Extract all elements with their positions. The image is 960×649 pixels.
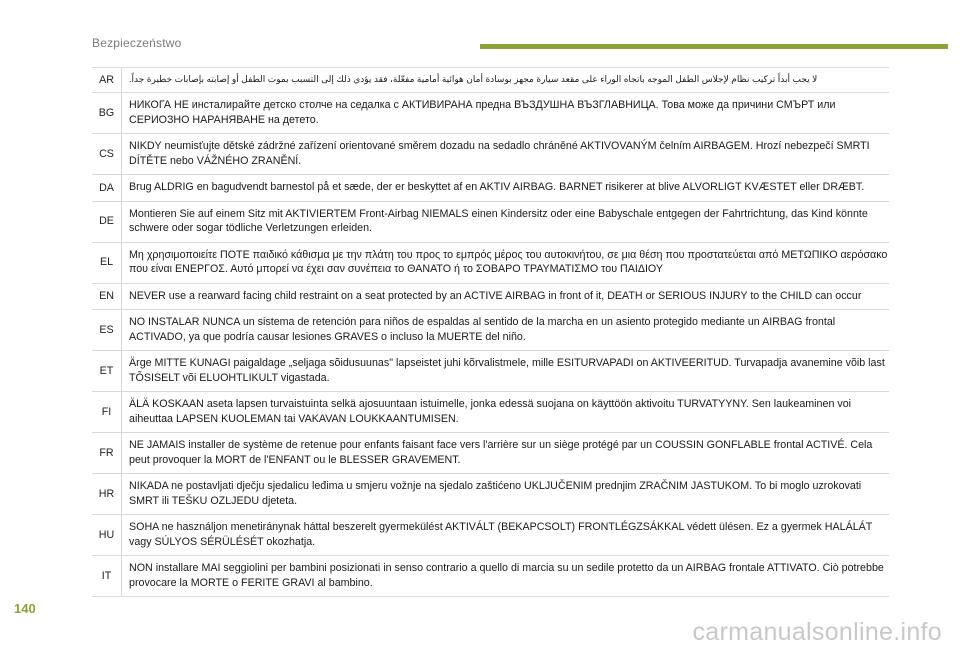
warning-text: НИКОГА НЕ инсталирайте детско столче на седалка с АКТИВИРАНА предна ВЪЗДУШНА ВЪЗГЛАВНИЦА. Това може да причини СМЪРТ или СЕРИОЗНО НАРАНЯВАНЕ на детето. [122,93,890,134]
language-code: CS [92,134,122,175]
table-row [92,242,889,283]
warning-text: SOHA ne használjon menetiránynak háttal beszerelt gyermekülést AKTIVÁLT (BEKAPCSOLT) FRONTLÉGZSÁKKAL védett ülésen. Ez a gyermek HALÁLÁT vagy SÚLYOS SÉRÜLÉSÉT okozhatja. [122,515,890,556]
table-row [92,93,889,134]
table-row [92,175,889,202]
table-row [92,515,889,556]
language-code: DA [92,175,122,202]
table-row [92,134,889,175]
warning-text: لا يجب أبداً تركيب نظام لإجلاس الطفل الموجه باتجاه الوراء على مقعد سيارة مجهز بوسادة أمان هوائية أمامية مفعّلة، فقد يؤدي ذلك إلى التسبب بموت الطفل أو إصابته بإصابات خطيرة جداً. [122,68,890,93]
language-code: FR [92,433,122,474]
table-row [92,310,889,351]
warning-text: NE JAMAIS installer de système de retenue pour enfants faisant face vers l'arrière sur un siège protégé par un COUSSIN GONFLABLE frontal ACTIVÉ. Cela peut provoquer la MORT de l'ENFANT ou le BLESSER GRAVEMENT. [122,433,890,474]
warning-text: NEVER use a rearward facing child restraint on a seat protected by an ACTIVE AIRBAG in front of it, DEATH or SERIOUS INJURY to the CHILD can occur [122,283,890,310]
table-row [92,351,889,392]
language-code: EL [92,242,122,283]
warning-text: ÄLÄ KOSKAAN aseta lapsen turvaistuinta selkä ajosuuntaan istuimelle, jonka edessä suojana on käyttöön aktivoitu TURVATYYNY. Sen laukeaminen voi aiheuttaa LAPSEN KUOLEMAN tai VAKAVAN LOUKKAANTUMISEN. [122,392,890,433]
warning-text: Montieren Sie auf einem Sitz mit AKTIVIERTEM Front-Airbag NIEMALS einen Kindersitz oder eine Babyschale entgegen der Fahrtrichtung, das Kind könnte schwere oder sogar tödliche Verletzungen erleiden. [122,201,890,242]
language-code: FI [92,392,122,433]
table-row [92,68,889,93]
language-code: HU [92,515,122,556]
table-row [92,201,889,242]
language-code: IT [92,556,122,597]
table-row [92,474,889,515]
table-row [92,283,889,310]
warning-text: NO INSTALAR NUNCA un sistema de retención para niños de espaldas al sentido de la marcha en un asiento protegido mediante un AIRBAG frontal ACTIVADO, ya que podría causar lesiones GRAVES o incluso la MUERTE del niño. [122,310,890,351]
watermark: carmanualsonline.info [692,618,942,646]
language-code: HR [92,474,122,515]
language-code: ET [92,351,122,392]
airbag-warning-table [92,67,889,597]
warning-text: Ärge MITTE KUNAGI paigaldage „seljaga sõidusuunas" lapseistet juhi kõrvalistmele, mille ESITURVAPADI on AKTIVEERITUD. Turvapadja avanemine võib last TÕSISELT või ELUOHTLIKULT vigastada. [122,351,890,392]
warning-text: NON installare MAI seggiolini per bambini posizionati in senso contrario a quello di marcia su un sedile protetto da un AIRBAG frontale ATTIVATO. Ciò potrebbe provocare la MORTE o FERITE GRAVI al bambino. [122,556,890,597]
warning-text: NIKDY neumisťujte dětské zádržné zařízení orientované směrem dozadu na sedadlo chráněné AKTIVOVANÝM čelním AIRBAGEM. Hrozí nebezpečí SMRTI DÍTĚTE nebo VÁŽNÉHO ZRANĚNÍ. [122,134,890,175]
page-number: 140 [14,601,36,616]
warning-text: Μη χρησιμοποιείτε ΠΟΤΕ παιδικό κάθισμα με την πλάτη του προς το εμπρός μέρος του αυτοκινήτου, σε μια θέση που προστατεύεται από ΜΕΤΩΠΙΚΟ αερόσακο που είναι ΕΝΕΡΓΟΣ. Αυτό μπορεί να έχει σαν συνέπεια το ΘΑΝΑΤΟ ή το ΣΟΒΑΡΟ ΤΡΑΥΜΑΤΙΣΜΟ του ΠΑΙΔΙΟΥ [122,242,890,283]
header-accent-bar [480,44,948,49]
language-code: DE [92,201,122,242]
table-row [92,392,889,433]
warning-text: NIKADA ne postavljati dječju sjedalicu leđima u smjeru vožnje na sjedalo zaštićeno UKLJUČENIM prednjim ZRAČNIM JASTUKOM. To bi moglo uzrokovati SMRT ili TEŠKU OZLJEDU djeteta. [122,474,890,515]
language-code: ES [92,310,122,351]
table-row [92,556,889,597]
warning-text: Brug ALDRIG en bagudvendt barnestol på et sæde, der er beskyttet af en AKTIV AIRBAG. BARNET risikerer at blive ALVORLIGT KVÆSTET eller DRÆBT. [122,175,890,202]
language-code: BG [92,93,122,134]
table-row [92,433,889,474]
language-code: AR [92,68,122,93]
language-code: EN [92,283,122,310]
section-title: Bezpieczeństwo [92,36,182,50]
